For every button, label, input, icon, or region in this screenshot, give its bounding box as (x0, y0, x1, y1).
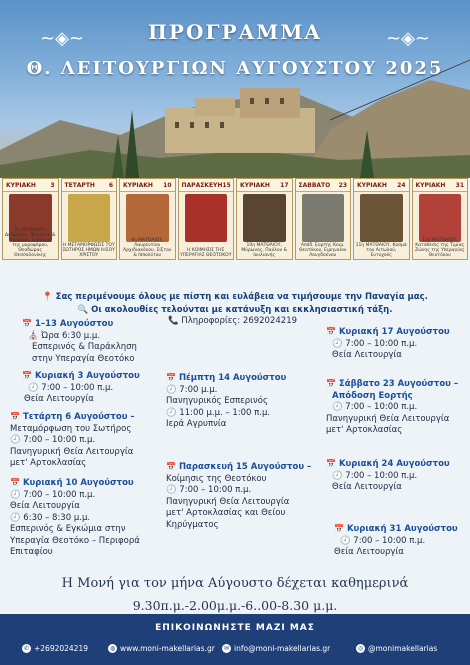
footer-website-link[interactable] (108, 644, 215, 653)
clock-icon: 🕗 (10, 489, 21, 500)
icon-caption: 10η ΜΑΤΘΑΙΟΥ, Μύρωνος, Παύλου & Ιουλιανής (241, 243, 288, 258)
event-desc: Πανηγυρική Θεία Λειτουργία (326, 413, 450, 424)
calendar-icon: 📅 (166, 462, 176, 471)
event-title: Κυριακή 10 Αυγούστου (22, 478, 134, 488)
icon-date: 24 (397, 181, 406, 189)
calendar-icon: 📅 (22, 319, 32, 328)
visiting-hours-heading: Η Μονή για τον μήνα Αύγουστο δέχεται καθημερινά (61, 576, 409, 591)
info-phone-text: Πληροφορίες: 2692024219 (181, 316, 298, 326)
icon-date: 15 (222, 181, 231, 189)
clock-icon: 🕗 (332, 338, 343, 349)
event-time: 6:30 – 8:30 μ.μ. (23, 512, 91, 523)
event-31 (334, 523, 458, 559)
event-desc: Κοίμησις της Θεοτόκου (166, 473, 267, 484)
event-10 (10, 477, 140, 559)
event-time: 11:00 μ.μ. – 1:00 π.μ. (179, 407, 271, 418)
visiting-hours-times: 9.30π.μ.-2.00μ.μ.-6..00-8.30 μ.μ. (132, 598, 338, 613)
icon-date: 31 (455, 181, 464, 189)
event-title: Κυριακή 31 Αυγούστου (346, 524, 458, 534)
icon-caption: 9η ΜΑΤΘΑΙΟΥ, Λαυρεντίου Αρχιδιακόνου, Σίξτου & Ιππολύτου (123, 238, 172, 258)
calendar-icon: 📅 (326, 459, 336, 468)
icon-day: ΚΥΡΙΑΚΗ (415, 181, 446, 189)
clock-icon: 🕗 (166, 384, 177, 395)
event-desc: Εσπερινός & Εγκώμια στην (10, 524, 126, 534)
poster-subtitle: Θ. ΛΕΙΤΟΥΡΓΙΩΝ ΑΥΓΟΥΣΤΟΥ 2025 (26, 58, 444, 79)
event-desc: Πανηγυρική Θεία Λειτουργία (166, 496, 290, 507)
saint-icon (243, 194, 286, 242)
event-15 (166, 461, 311, 531)
event-title: Κυριακή 17 Αυγούστου (338, 327, 450, 337)
event-time: 7:00 – 10:00 π.μ. (23, 435, 96, 445)
event-title: Κυριακή 3 Αυγούστου (34, 371, 140, 381)
event-desc: Θεία Λειτουργία (10, 501, 80, 511)
contact-heading: ΕΠΙΚΟΙΝΩΝΗΣΤΕ ΜΑΖΙ ΜΑΣ (155, 623, 315, 633)
event-desc: Πανηγυρική Θεία Λειτουργία (10, 446, 134, 457)
saint-icon (360, 194, 403, 242)
event-desc: Πανηγυρικός Εσπερινός (166, 396, 268, 406)
icon-card-15 (178, 178, 235, 260)
left-ornament-icon: ~◈~ (40, 28, 85, 49)
icon-date: 3 (50, 181, 55, 189)
footer-phone[interactable] (22, 644, 88, 653)
saint-icon (126, 194, 169, 242)
welcome-text: Σας περιμένουμε όλους με πίστη και ευλάβεια να τιμήσουμε την Παναγία μας. (55, 292, 428, 302)
icon-caption: 12η ΜΑΤΘΑΙΟΥ, Κατάθεσις της Τιμίας Ζώνης της Υπεραγίας Θεοτόκου (415, 238, 465, 258)
right-ornament-icon: ~◈~ (385, 28, 430, 49)
icon-caption: 3η ΜΑΤΘΑΙΟΥ, Δαλμάτου, Φαυστου & Ισαακίου, Σαλώμης της μυροφόρου, Θεοδώρας Θεσσαλονίκης (5, 228, 56, 258)
services-text: Οι ακολουθίες τελούνται με κατάνυξη και εκκλησιαστική τάξη. (91, 305, 393, 315)
event-3 (22, 370, 140, 406)
clock-icon: 🕗 (10, 512, 21, 523)
event-17 (326, 326, 450, 362)
calendar-icon: 📅 (22, 371, 32, 380)
event-title: Παρασκευή 15 Αυγούστου – (178, 462, 312, 472)
icon-day: ΤΕΤΑΡΤΗ (64, 181, 95, 189)
event-time: 7:00 – 10:00 π.μ. (345, 338, 418, 349)
event-time: 7:00 – 10:00 π.μ. (179, 485, 252, 495)
footer-social-text: @monimakellarias (368, 644, 438, 653)
icon-caption: Απόδ. Εορτής Κοιμ. Θεοτόκου, Ειρηναίου Λουγδούνου (299, 243, 347, 258)
icon-caption: Η ΚΟΙΜΗΣΙΣ ΤΗΣ ΥΠΕΡΑΓΙΑΣ ΘΕΟΤΟΚΟΥ (180, 248, 232, 258)
calendar-icon: 📅 (334, 524, 344, 533)
event-time: 7:00 – 10:00 π.μ. (345, 402, 418, 412)
event-23 (326, 378, 458, 437)
icon-day: ΣΑΒΒΑΤΟ (298, 181, 331, 189)
event-desc: μετ' Αρτοκλασίας (10, 458, 87, 468)
footer-email-text: info@moni-makellarias.gr (234, 644, 331, 653)
icon-day: ΚΥΡΙΑΚΗ (6, 181, 36, 189)
event-desc: Θεία Λειτουργία (332, 350, 402, 360)
footer-social-link[interactable] (356, 644, 437, 653)
clock-icon: 🕗 (10, 435, 21, 445)
globe-icon: ◍ (109, 645, 116, 652)
event-desc: Κηρύγματος (166, 519, 219, 530)
event-desc: Εσπερινός & Παράκληση (32, 342, 137, 352)
icon-date: 6 (108, 181, 113, 189)
event-title: 1–13 Αυγούστου (34, 319, 114, 329)
icon-day: ΚΥΡΙΑΚΗ (357, 181, 387, 189)
clock-icon: 🕗 (166, 485, 177, 495)
footer-email-link[interactable] (222, 644, 330, 653)
icon-day: ΠΑΡΑΣΚΕΥΗ (181, 181, 223, 189)
footer-phone-text: +2692024219 (34, 644, 89, 653)
event-desc: Μεταμόρφωση του Σωτήρος (10, 423, 132, 434)
calendar-icon: 📅 (166, 373, 176, 382)
phone-icon: 📞 (168, 316, 179, 326)
icon-strip (2, 178, 468, 260)
event-time: 7:00 – 10:00 π.μ. (345, 470, 418, 481)
calendar-icon: 📅 (10, 478, 20, 487)
event-14 (166, 372, 286, 431)
event-24 (326, 458, 450, 494)
event-title: Πέμπτη 14 Αυγούστου (178, 373, 287, 383)
icon-card-17 (236, 178, 293, 260)
search-icon: 🔍 (77, 305, 89, 315)
event-desc: στην Υπεραγία Θεοτόκο (32, 353, 135, 364)
icon-day: ΚΥΡΙΑΚΗ (123, 181, 153, 189)
event-time: 7:00 – 10:00 π.μ. (23, 489, 96, 500)
footer-website-text: www.moni-makellarias.gr (120, 644, 215, 653)
event-desc: Επιταφίου (10, 547, 53, 557)
theotokos-icon (419, 194, 462, 242)
event-time: 7:00 – 10:00 π.μ. (353, 535, 426, 546)
contact-footer (0, 614, 470, 665)
icon-caption: Η ΜΕΤΑΜΟΡΦΩΣΙΣ ΤΟΥ ΣΩΤΗΡΟΣ ΗΜΩΝ ΙΗΣΟΥ ΧΡΙΣΤΟΥ (62, 243, 115, 258)
event-desc: Υπεραγία Θεοτόκο – Περιφορά (10, 535, 140, 546)
dormition-icon (185, 194, 228, 242)
calendar-icon: 📅 (326, 379, 336, 388)
services-message (0, 305, 470, 315)
icon-card-31 (412, 178, 469, 260)
icon-card-23 (295, 178, 352, 260)
icon-date: 17 (280, 181, 289, 189)
transfiguration-icon (68, 194, 111, 242)
event-title: Σάββατο 23 Αυγούστου – (338, 379, 459, 389)
saint-icon (302, 194, 345, 242)
event-time: 7:00 μ.μ. (179, 384, 218, 395)
icon-date: 23 (338, 181, 347, 189)
calendar-icon: 📅 (326, 327, 336, 336)
event-desc: Θεία Λειτουργία (334, 547, 404, 557)
icon-card-6 (61, 178, 118, 260)
icon-caption: 11η ΜΑΤΘΑΙΟΥ, Κοσμά του Αιτωλού, Ευτυχούς (355, 243, 407, 258)
monastery-hero-image (0, 0, 470, 178)
icon-card-10 (119, 178, 176, 260)
event-desc: Θεία Λειτουργία (24, 394, 94, 404)
event-time: Ώρα 6:30 μ.μ. (41, 330, 101, 341)
event-subtitle: Απόδοση Εορτής (332, 390, 413, 401)
event-1-13 (22, 318, 137, 365)
clock-icon: 🕗 (28, 382, 39, 393)
clock-icon: 🕗 (340, 535, 351, 546)
poster-title: ΠΡΟΓΡΑΜΜΑ (148, 20, 322, 44)
email-icon: ✉ (223, 645, 230, 652)
instagram-icon: ◎ (357, 645, 364, 652)
calendar-icon: 📅 (10, 412, 20, 421)
icon-card-24 (353, 178, 410, 260)
icon-date: 10 (163, 181, 172, 189)
icon-day: ΚΥΡΙΑΚΗ (240, 181, 270, 189)
phone-icon: ✆ (23, 645, 30, 652)
info-phone (168, 316, 297, 326)
event-desc: μετ' Αρτοκλασίας και Θείου (166, 508, 286, 518)
event-6 (10, 411, 135, 470)
event-title: Τετάρτη 6 Αυγούστου – (22, 412, 135, 422)
event-desc: Ιερά Αγρυπνία (166, 419, 227, 429)
event-desc: Θεία Λειτουργία (332, 482, 402, 492)
clock-icon: 🕗 (332, 470, 343, 481)
welcome-message (0, 292, 470, 302)
event-title: Κυριακή 24 Αυγούστου (338, 459, 450, 469)
icon-card-3 (2, 178, 59, 260)
pin-icon: 📍 (42, 292, 53, 302)
event-time: 7:00 – 10:00 π.μ. (41, 382, 114, 393)
clock-icon: 🕗 (166, 407, 177, 418)
event-desc: μετ' Αρτοκλασίας (326, 425, 403, 435)
church-icon: ⛪ (28, 330, 39, 341)
clock-icon: 🕗 (332, 402, 343, 412)
